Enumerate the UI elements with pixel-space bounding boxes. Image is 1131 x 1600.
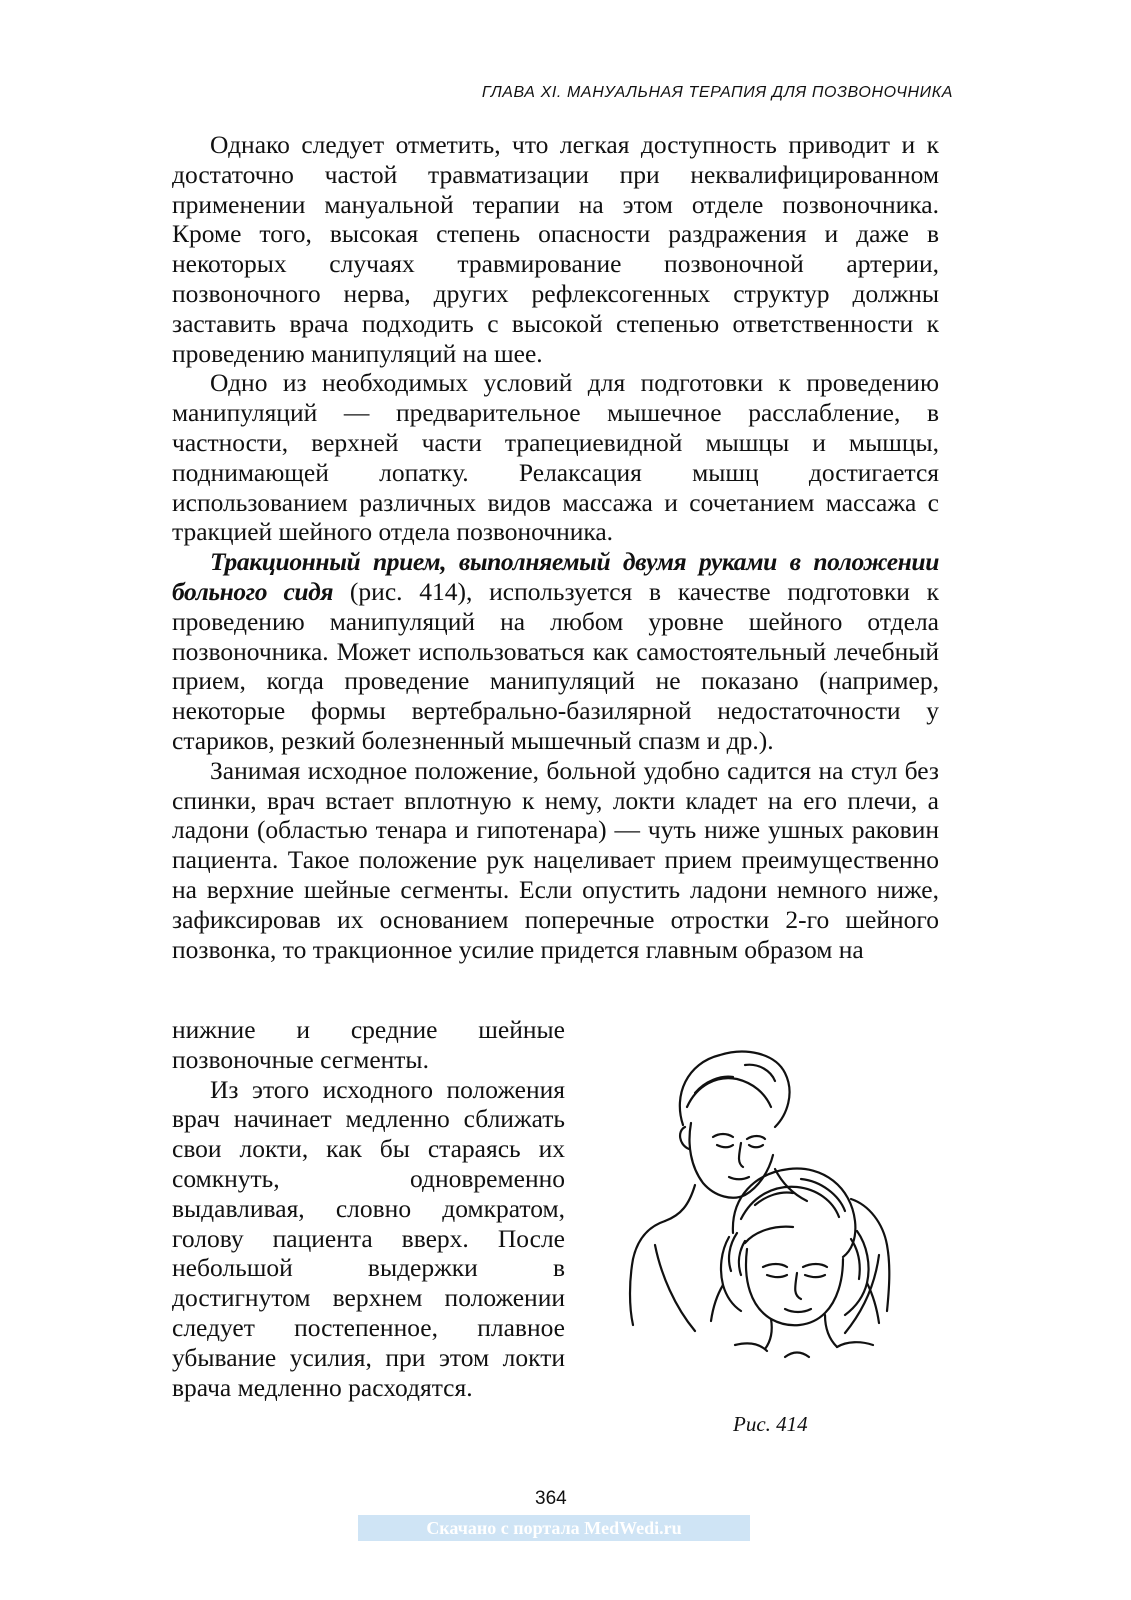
paragraph (172, 547, 939, 756)
paragraph-continuation: нижние и средние шейные позвоночные сегменты. (172, 1015, 565, 1074)
paragraph: Из этого исходного положения врач начинает медленно сближать свои локти, как бы стараясь их сомкнуть, одновременно выдавливая, словно домкратом, голову пациента вверх. После небольшой выдержки в достигнутом верхнем положении следует постепенное, плавное убывание усилия, при этом локти врача медленно расходятся. (172, 1074, 565, 1402)
running-head: ГЛАВА XI. МАНУАЛЬНАЯ ТЕРАПИЯ ДЛЯ ПОЗВОНОЧНИКА (481, 84, 953, 101)
page-number: 364 (535, 1488, 567, 1509)
narrow-text-column (172, 1015, 565, 1402)
watermark-banner: Скачано с портала MedWedi.ru (358, 1515, 750, 1541)
traction-technique-drawing (625, 1045, 910, 1380)
paragraph: Однако следует отметить, что легкая доступность приводит и к достаточно частой травматизации при неквалифицированном применении мануальной терапии на этом отделе позвоночника. Кроме того, высокая степень опасности раздражения и даже в некоторых случаях травмирование позвоночной артерии, позвоночного нерва, других рефлексогенных структур должны заставить врача подходить с высокой степенью ответственности к проведению манипуляций на шее. (172, 130, 939, 368)
paragraph: Одно из необходимых условий для подготовки к проведению манипуляций — предварительное мышечное расслабление, в частности, верхней части трапециевидной мышцы и мышцы, поднимающей лопатку. Релаксация мышц достигается использованием различных видов массажа и сочетанием массажа с тракцией шейного отдела позвоночника. (172, 368, 939, 547)
figure-414-illustration (625, 1045, 910, 1380)
run-in-heading: Тракционный прием, выполняемый двумя руками в положении больного сидя (172, 547, 939, 606)
paragraph-text: (рис. 414), используется в качестве подготовки к проведению манипуляций на любом уровне шейного отдела позвоночника. Может использоваться как самостоятельный лечебный прием, когда проведение манипуляций не показано (например, некоторые формы вертебрально-базилярной недостаточности у стариков, резкий болезненный мышечный спазм и др.). (172, 576, 939, 755)
main-text-column (172, 130, 939, 964)
figure-caption: Рис. 414 (733, 1412, 808, 1436)
paragraph: Занимая исходное положение, больной удобно садится на стул без спинки, врач встает вплотную к нему, локти кладет на его плечи, а ладони (областью тенара и гипотенара) — чуть ниже ушных раковин пациента. Такое положение рук нацеливает прием преимущественно на верхние шейные сегменты. Если опустить ладони немного ниже, зафиксировав их основанием поперечные отростки 2-го шейного позвонка, то тракционное усилие придется главным образом на (172, 755, 939, 964)
